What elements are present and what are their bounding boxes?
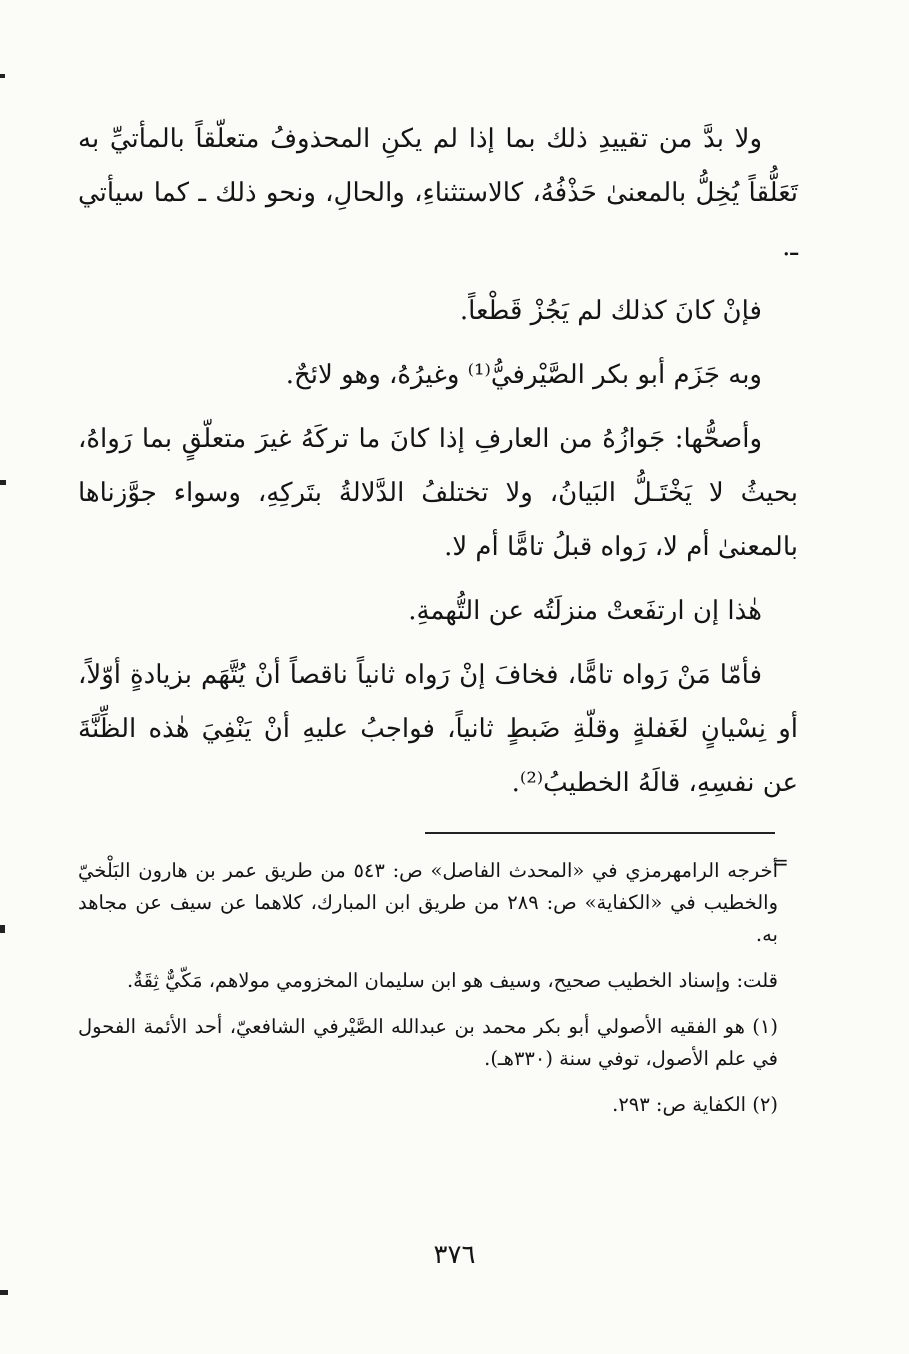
scan-artifact-mark [0, 925, 5, 933]
footnote-separator [425, 832, 775, 834]
scan-artifact-mark [0, 74, 5, 78]
paragraph-4: وأصحُّها: جَوازُهُ من العارفِ إذا كانَ ما تركَهُ غيرَ متعلّقٍ بما رَواهُ، بحيثُ لا يَخْتَـلُّ البَيانُ، ولا تختلفُ الدَّلالةُ بتَركِهِ، وسواء جوَّزناها بالمعنىٰ أم لا، رَواه قبلُ تامًّا أم لا. [78, 424, 799, 562]
paragraph-6: فأمّا مَنْ رَواه تامًّا، فخافَ إنْ رَواه ثانياً ناقصاً أنْ يُتَّهَم بزيادةٍ أوّلاً، أو نِسْيانٍ لغَفلةٍ وقلّةِ ضَبطٍ ثانياً، فواجبُ عليهِ أنْ يَنْفِيَ هٰذه الظِّنَّةَ عن نفسِهِ، قالَهُ الخطيبُ⁽²⁾. [78, 660, 798, 798]
footnote-continuation-2: قلت: وإسناد الخطيب صحيح، وسيف هو ابن سليمان المخزومي مولاهم، مَكّيٌّ ثِقَةٌ. [126, 969, 778, 992]
footnote-2: (٢) الكفاية ص: ٢٩٣. [612, 1093, 778, 1116]
continuation-mark: = [772, 850, 789, 874]
paragraph-3: وبه جَزَم أبو بكر الصَّيْرفيُّ⁽¹⁾ وغيرُهُ، وهو لائحٌ. [285, 360, 762, 390]
footnotes-section [78, 855, 778, 1135]
paragraph-2: فإنْ كانَ كذلك لم يَجُزْ قَطْعاً. [459, 296, 762, 326]
main-text [78, 112, 798, 820]
footnote-1: (١) هو الفقيه الأصولي أبو بكر محمد بن عبدالله الصَّيْرفي الشافعيّ، أحد الأئمة الفحول في علم الأصول، توفي سنة (٣٣٠هـ). [78, 1015, 778, 1070]
footnote-continuation-1: أخرجه الرامهرمزي في «المحدث الفاصل» ص: ٥٤٣ من طريق عمر بن هارون البَلْخيّ والخطيب في «الكفاية» ص: ٢٨٩ من طريق ابن المبارك، كلاهما عن سيف عن مجاهد به. [78, 859, 778, 946]
scan-artifact-mark [0, 1290, 8, 1295]
page-number: ٣٧٦ [433, 1240, 476, 1270]
scan-artifact-mark [0, 480, 6, 485]
paragraph-1: ولا بدَّ من تقييدِ ذلك بما إذا لم يكنِ المحذوفُ متعلّقاً بالمأتيِّ به تَعَلُّقاً يُخِلُّ بالمعنىٰ حَذْفُهُ، كالاستثناءِ، والحالِ، ونحو ذلك ـ كما سيأتي ـ. [78, 124, 798, 262]
paragraph-5: هٰذا إن ارتفَعتْ منزلَتُه عن التُّهمةِ. [408, 596, 762, 626]
